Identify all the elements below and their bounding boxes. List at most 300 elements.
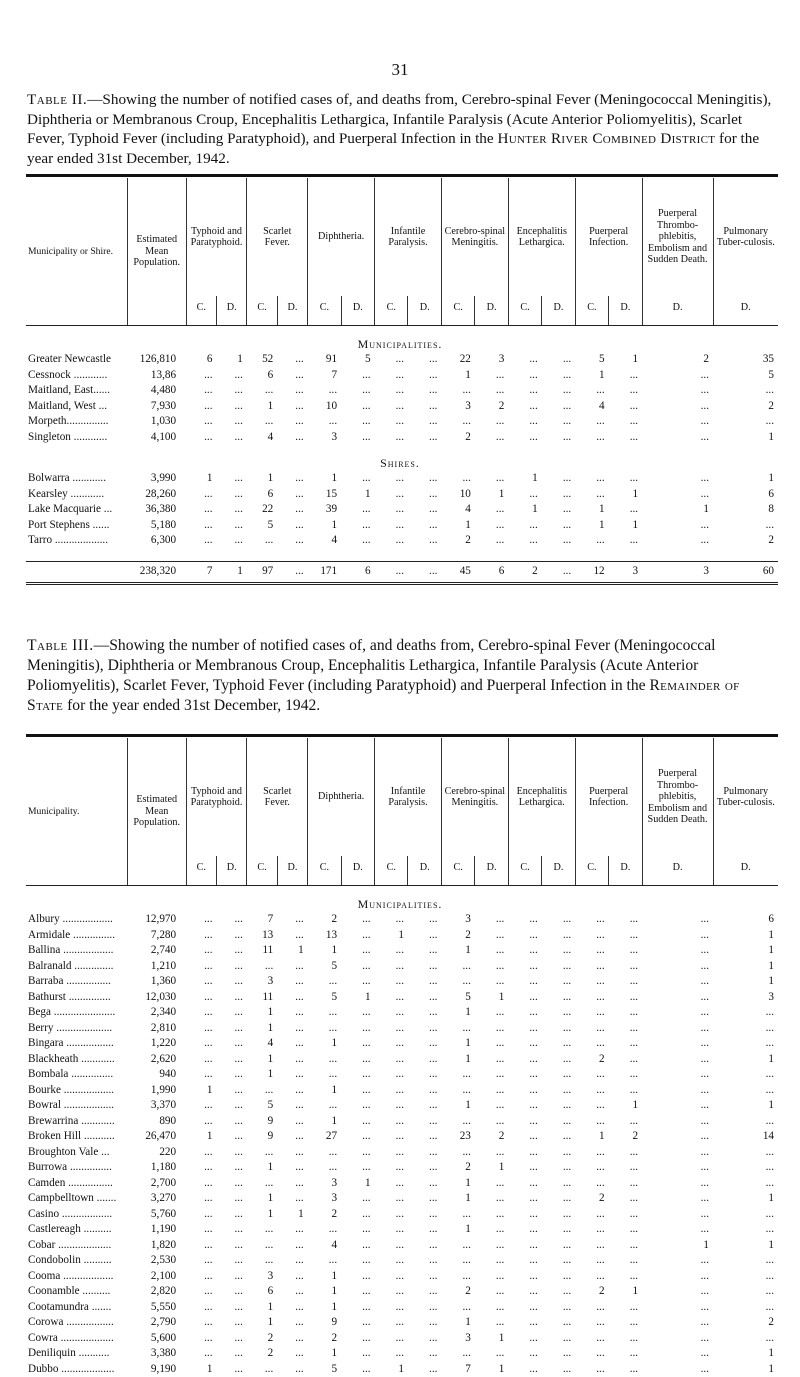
count-cell: ... xyxy=(475,430,508,446)
count-cell: 1 xyxy=(247,1300,277,1316)
count-cell: ... xyxy=(609,943,642,959)
count-cell: ... xyxy=(508,399,541,415)
count-cell: ... xyxy=(375,1114,408,1130)
count-cell: ... xyxy=(375,430,408,446)
sub-header: C. xyxy=(441,296,474,326)
count-cell: ... xyxy=(216,1331,246,1347)
population-cell: 1,990 xyxy=(127,1083,186,1099)
count-cell: ... xyxy=(542,990,575,1006)
count-cell: ... xyxy=(216,533,246,549)
count-cell: ... xyxy=(341,533,374,549)
count-cell: ... xyxy=(642,1253,713,1269)
count-cell: ... xyxy=(186,1098,216,1114)
spacer-cell xyxy=(26,549,778,562)
row-name: Cowra ................... xyxy=(26,1331,127,1347)
population-cell: 5,600 xyxy=(127,1331,186,1347)
row-name: Bolwarra ............ xyxy=(26,471,127,487)
count-cell: ... xyxy=(277,1331,307,1347)
count-cell: ... xyxy=(609,430,642,446)
count-cell: ... xyxy=(216,1160,246,1176)
count-cell: ... xyxy=(542,1052,575,1068)
row-name: Maitland, West ... xyxy=(26,399,127,415)
table-row xyxy=(26,1222,778,1238)
count-cell: ... xyxy=(609,1145,642,1161)
count-cell: ... xyxy=(216,502,246,518)
count-cell: ... xyxy=(216,1098,246,1114)
count-cell: ... xyxy=(341,430,374,446)
count-cell: ... xyxy=(508,518,541,534)
count-cell: ... xyxy=(341,502,374,518)
count-cell: ... xyxy=(609,1331,642,1347)
count-cell: ... xyxy=(575,974,608,990)
count-cell: ... xyxy=(642,1300,713,1316)
count-cell: ... xyxy=(475,414,508,430)
count-cell: ... xyxy=(542,943,575,959)
count-cell: ... xyxy=(341,1331,374,1347)
count-cell: 1 xyxy=(441,1052,474,1068)
count-cell: 1 xyxy=(508,502,541,518)
count-cell: 35 xyxy=(713,352,778,368)
count-cell: ... xyxy=(216,414,246,430)
count-cell: 1 xyxy=(341,487,374,503)
row-name: Dubbo ................... xyxy=(26,1362,127,1377)
column-header: Typhoid and Paratyphoid. xyxy=(186,738,247,856)
count-cell: ... xyxy=(642,1315,713,1331)
count-cell: ... xyxy=(277,1300,307,1316)
table2-top-rule xyxy=(26,174,778,177)
count-cell: ... xyxy=(308,974,341,990)
count-cell: 5 xyxy=(308,990,341,1006)
count-cell: ... xyxy=(575,1083,608,1099)
count-cell: ... xyxy=(375,1036,408,1052)
count-cell: ... xyxy=(542,1346,575,1362)
count-cell: 1 xyxy=(713,1191,778,1207)
count-cell: ... xyxy=(542,383,575,399)
population-cell: 3,270 xyxy=(127,1191,186,1207)
table-row xyxy=(26,1129,778,1145)
count-cell: ... xyxy=(642,1191,713,1207)
count-cell: ... xyxy=(542,414,575,430)
population-cell: 1,820 xyxy=(127,1238,186,1254)
sub-header: D. xyxy=(408,856,441,886)
population-cell: 2,810 xyxy=(127,1021,186,1037)
count-cell: ... xyxy=(186,1315,216,1331)
count-cell: ... xyxy=(609,1191,642,1207)
count-cell: ... xyxy=(642,1036,713,1052)
count-cell: ... xyxy=(642,518,713,534)
count-cell: ... xyxy=(341,974,374,990)
total-cell: 3 xyxy=(609,561,642,583)
count-cell: ... xyxy=(408,383,441,399)
count-cell: ... xyxy=(542,368,575,384)
count-cell: ... xyxy=(375,1129,408,1145)
count-cell: 4 xyxy=(247,430,277,446)
count-cell: ... xyxy=(609,1052,642,1068)
column-header: Cerebro-spinal Meningitis. xyxy=(441,178,508,296)
row-name: Cobar ................... xyxy=(26,1238,127,1254)
count-cell: ... xyxy=(575,471,608,487)
column-header: Puerperal Thrombo-phlebitis, Embolism and Sudden Death. xyxy=(642,178,713,296)
count-cell: ... xyxy=(277,1098,307,1114)
count-cell: ... xyxy=(408,1284,441,1300)
count-cell: ... xyxy=(277,990,307,1006)
count-cell: ... xyxy=(542,1222,575,1238)
column-header: Scarlet Fever. xyxy=(247,178,308,296)
count-cell: ... xyxy=(277,1114,307,1130)
sub-header: C. xyxy=(441,856,474,886)
count-cell: ... xyxy=(475,928,508,944)
count-cell: ... xyxy=(441,1269,474,1285)
count-cell: ... xyxy=(408,1052,441,1068)
count-cell: ... xyxy=(642,974,713,990)
count-cell: ... xyxy=(216,1207,246,1223)
count-cell: ... xyxy=(408,1114,441,1130)
count-cell: ... xyxy=(508,1145,541,1161)
count-cell: ... xyxy=(341,1145,374,1161)
count-cell: 2 xyxy=(441,928,474,944)
count-cell: 5 xyxy=(247,518,277,534)
count-cell: ... xyxy=(408,471,441,487)
count-cell: 1 xyxy=(609,352,642,368)
count-cell: ... xyxy=(375,974,408,990)
count-cell: ... xyxy=(609,502,642,518)
count-cell: 1 xyxy=(247,1021,277,1037)
count-cell: ... xyxy=(441,1067,474,1083)
count-cell: ... xyxy=(216,943,246,959)
count-cell: ... xyxy=(341,1067,374,1083)
count-cell: ... xyxy=(542,1284,575,1300)
count-cell: ... xyxy=(542,1191,575,1207)
count-cell: ... xyxy=(642,430,713,446)
count-cell: ... xyxy=(508,1300,541,1316)
population-cell: 2,340 xyxy=(127,1005,186,1021)
count-cell: ... xyxy=(713,518,778,534)
count-cell: ... xyxy=(441,1083,474,1099)
table-row xyxy=(26,1269,778,1285)
count-cell: ... xyxy=(542,1300,575,1316)
table-row xyxy=(26,502,778,518)
count-cell: ... xyxy=(408,1269,441,1285)
count-cell: ... xyxy=(542,1098,575,1114)
count-cell: ... xyxy=(341,1083,374,1099)
count-cell: 1 xyxy=(508,471,541,487)
table-row xyxy=(26,1331,778,1347)
count-cell: ... xyxy=(441,471,474,487)
count-cell: ... xyxy=(609,1315,642,1331)
count-cell: ... xyxy=(277,1222,307,1238)
count-cell: ... xyxy=(277,1021,307,1037)
count-cell: 7 xyxy=(441,1362,474,1377)
count-cell: ... xyxy=(508,1238,541,1254)
count-cell: ... xyxy=(247,533,277,549)
count-cell: ... xyxy=(713,1145,778,1161)
count-cell: 2 xyxy=(713,1315,778,1331)
count-cell: ... xyxy=(642,399,713,415)
count-cell: ... xyxy=(542,430,575,446)
count-cell: ... xyxy=(542,533,575,549)
column-header: Municipality. xyxy=(26,738,127,886)
sub-header: D. xyxy=(341,296,374,326)
row-name: Deniliquin ........... xyxy=(26,1346,127,1362)
count-cell: ... xyxy=(247,1362,277,1377)
count-cell: ... xyxy=(542,1238,575,1254)
row-name: Port Stephens ...... xyxy=(26,518,127,534)
count-cell: ... xyxy=(375,1346,408,1362)
count-cell: ... xyxy=(575,990,608,1006)
count-cell: ... xyxy=(186,1300,216,1316)
sub-header: C. xyxy=(247,856,277,886)
count-cell: ... xyxy=(642,1021,713,1037)
table-row xyxy=(26,1036,778,1052)
count-cell: 1 xyxy=(713,1098,778,1114)
count-cell: 1 xyxy=(341,1176,374,1192)
population-cell: 1,190 xyxy=(127,1222,186,1238)
count-cell: ... xyxy=(609,1253,642,1269)
count-cell: ... xyxy=(508,1098,541,1114)
count-cell: 6 xyxy=(713,912,778,928)
count-cell: ... xyxy=(341,471,374,487)
population-cell: 940 xyxy=(127,1067,186,1083)
count-cell: ... xyxy=(642,912,713,928)
count-cell: 2 xyxy=(713,533,778,549)
sub-header: D. xyxy=(609,856,642,886)
count-cell: ... xyxy=(642,1114,713,1130)
count-cell: ... xyxy=(475,1052,508,1068)
table2-caption-end: for the year ended 31st December, 1942. xyxy=(27,130,759,167)
count-cell: ... xyxy=(216,1067,246,1083)
population-cell: 1,030 xyxy=(127,414,186,430)
count-cell: ... xyxy=(475,1114,508,1130)
column-header: Puerperal Infection. xyxy=(575,738,642,856)
row-name: Morpeth............... xyxy=(26,414,127,430)
count-cell: ... xyxy=(642,383,713,399)
count-cell: 3 xyxy=(247,1269,277,1285)
count-cell: ... xyxy=(375,1253,408,1269)
count-cell: ... xyxy=(341,1253,374,1269)
count-cell: 4 xyxy=(441,502,474,518)
count-cell: ... xyxy=(216,1036,246,1052)
count-cell: 1 xyxy=(475,1362,508,1377)
count-cell: 1 xyxy=(441,943,474,959)
count-cell: ... xyxy=(277,1269,307,1285)
table-row xyxy=(26,1098,778,1114)
count-cell: ... xyxy=(575,1315,608,1331)
population-cell: 26,470 xyxy=(127,1129,186,1145)
count-cell: ... xyxy=(642,1145,713,1161)
count-cell: ... xyxy=(277,518,307,534)
count-cell: 1 xyxy=(713,974,778,990)
count-cell: ... xyxy=(408,1331,441,1347)
sub-header: D. xyxy=(277,856,307,886)
count-cell: 1 xyxy=(475,1160,508,1176)
count-cell: 1 xyxy=(247,399,277,415)
count-cell: 52 xyxy=(247,352,277,368)
count-cell: ... xyxy=(713,1021,778,1037)
sub-header: C. xyxy=(308,856,341,886)
total-cell: 97 xyxy=(247,561,277,583)
count-cell: ... xyxy=(542,399,575,415)
table-row xyxy=(26,1067,778,1083)
table-row xyxy=(26,974,778,990)
count-cell: 7 xyxy=(308,368,341,384)
count-cell: ... xyxy=(575,1176,608,1192)
population-cell: 3,990 xyxy=(127,471,186,487)
count-cell: ... xyxy=(441,959,474,975)
count-cell: ... xyxy=(408,533,441,549)
population-cell: 13,86 xyxy=(127,368,186,384)
total-cell: 1 xyxy=(216,561,246,583)
count-cell: ... xyxy=(408,368,441,384)
row-name: Bingara ................. xyxy=(26,1036,127,1052)
count-cell: ... xyxy=(341,383,374,399)
total-cell: ... xyxy=(375,561,408,583)
count-cell: ... xyxy=(216,959,246,975)
count-cell: ... xyxy=(341,1346,374,1362)
count-cell: ... xyxy=(408,1222,441,1238)
count-cell: 1 xyxy=(308,1269,341,1285)
count-cell: 9 xyxy=(308,1315,341,1331)
count-cell: 1 xyxy=(247,1207,277,1223)
count-cell: ... xyxy=(186,1191,216,1207)
count-cell: ... xyxy=(216,1269,246,1285)
section-heading: Shires. xyxy=(26,445,778,471)
count-cell: ... xyxy=(216,487,246,503)
population-cell: 36,380 xyxy=(127,502,186,518)
count-cell: ... xyxy=(277,1346,307,1362)
count-cell: ... xyxy=(277,430,307,446)
count-cell: ... xyxy=(341,1222,374,1238)
count-cell: ... xyxy=(277,368,307,384)
count-cell: ... xyxy=(508,1160,541,1176)
count-cell: ... xyxy=(277,471,307,487)
count-cell: ... xyxy=(408,352,441,368)
table-row xyxy=(26,1005,778,1021)
count-cell: ... xyxy=(408,1238,441,1254)
population-cell: 4,480 xyxy=(127,383,186,399)
population-cell: 7,280 xyxy=(127,928,186,944)
count-cell: ... xyxy=(542,974,575,990)
count-cell: ... xyxy=(186,1005,216,1021)
count-cell: ... xyxy=(341,1098,374,1114)
count-cell: ... xyxy=(341,943,374,959)
count-cell: 1 xyxy=(247,1160,277,1176)
count-cell: ... xyxy=(186,1067,216,1083)
count-cell: 2 xyxy=(441,1160,474,1176)
population-cell: 220 xyxy=(127,1145,186,1161)
count-cell: 8 xyxy=(713,502,778,518)
count-cell: ... xyxy=(575,1160,608,1176)
sub-header: D. xyxy=(713,856,778,886)
count-cell: 1 xyxy=(247,1052,277,1068)
table-row xyxy=(26,533,778,549)
population-cell: 2,530 xyxy=(127,1253,186,1269)
count-cell: ... xyxy=(277,533,307,549)
count-cell: 27 xyxy=(308,1129,341,1145)
population-cell: 12,970 xyxy=(127,912,186,928)
count-cell: 3 xyxy=(441,399,474,415)
count-cell: 22 xyxy=(441,352,474,368)
count-cell: ... xyxy=(408,1300,441,1316)
table3-caption-district: Remainder of State xyxy=(27,677,740,714)
count-cell: ... xyxy=(575,1253,608,1269)
count-cell: ... xyxy=(408,399,441,415)
population-cell: 2,620 xyxy=(127,1052,186,1068)
row-name: Armidale ............... xyxy=(26,928,127,944)
count-cell: ... xyxy=(408,1067,441,1083)
count-cell: ... xyxy=(277,1238,307,1254)
count-cell: ... xyxy=(308,1067,341,1083)
count-cell: 1 xyxy=(609,1098,642,1114)
count-cell: 1 xyxy=(308,943,341,959)
count-cell: 4 xyxy=(308,1238,341,1254)
count-cell: ... xyxy=(308,1005,341,1021)
count-cell: ... xyxy=(375,1222,408,1238)
count-cell: 1 xyxy=(713,1362,778,1377)
count-cell: ... xyxy=(375,1160,408,1176)
count-cell: 2 xyxy=(475,399,508,415)
count-cell: ... xyxy=(609,1067,642,1083)
count-cell: 1 xyxy=(441,1222,474,1238)
count-cell: ... xyxy=(508,1114,541,1130)
count-cell: ... xyxy=(575,1067,608,1083)
table-row xyxy=(26,1160,778,1176)
count-cell: 15 xyxy=(308,487,341,503)
sub-header: D. xyxy=(542,856,575,886)
count-cell: ... xyxy=(542,1083,575,1099)
total-cell: 7 xyxy=(186,561,216,583)
population-cell: 2,100 xyxy=(127,1269,186,1285)
table2-caption-body: —Showing the number of notified cases of, and deaths from, Cerebro-spinal Fever (Meningococcal Meningitis), Diphtheria or Membranous Croup, Encephalitis Lethargica, Infantile Paralysis (Acute Anterior Poliomyelitis), Scarlet Fever, Typhoid Fever (including Paratyphoid), and Puerperal Infection in the xyxy=(27,91,771,147)
count-cell: ... xyxy=(408,1036,441,1052)
count-cell: ... xyxy=(642,487,713,503)
count-cell: ... xyxy=(542,928,575,944)
count-cell: 6 xyxy=(247,368,277,384)
count-cell: ... xyxy=(542,1176,575,1192)
spacer-row xyxy=(26,549,778,562)
sub-header: C. xyxy=(575,296,608,326)
sub-header: D. xyxy=(642,856,713,886)
count-cell: 1 xyxy=(247,471,277,487)
count-cell: 1 xyxy=(186,1362,216,1377)
count-cell: ... xyxy=(375,1315,408,1331)
section-heading: Municipalities. xyxy=(26,326,778,353)
count-cell: ... xyxy=(575,928,608,944)
count-cell: ... xyxy=(475,1145,508,1161)
count-cell: ... xyxy=(247,383,277,399)
count-cell: ... xyxy=(609,1021,642,1037)
count-cell: 2 xyxy=(475,1129,508,1145)
count-cell: ... xyxy=(475,1067,508,1083)
count-cell: ... xyxy=(475,1207,508,1223)
count-cell: 1 xyxy=(713,1346,778,1362)
count-cell: ... xyxy=(475,518,508,534)
count-cell: 22 xyxy=(247,502,277,518)
count-cell: ... xyxy=(475,533,508,549)
column-header: Estimated Mean Population. xyxy=(127,178,186,326)
count-cell: ... xyxy=(408,518,441,534)
row-name: Greater Newcastle xyxy=(26,352,127,368)
count-cell: 3 xyxy=(247,974,277,990)
table-row xyxy=(26,1315,778,1331)
count-cell: 1 xyxy=(375,928,408,944)
count-cell: ... xyxy=(186,502,216,518)
population-cell: 3,380 xyxy=(127,1346,186,1362)
count-cell: ... xyxy=(341,912,374,928)
count-cell: ... xyxy=(475,1346,508,1362)
sub-header: D. xyxy=(475,296,508,326)
population-cell: 5,180 xyxy=(127,518,186,534)
count-cell: ... xyxy=(375,502,408,518)
